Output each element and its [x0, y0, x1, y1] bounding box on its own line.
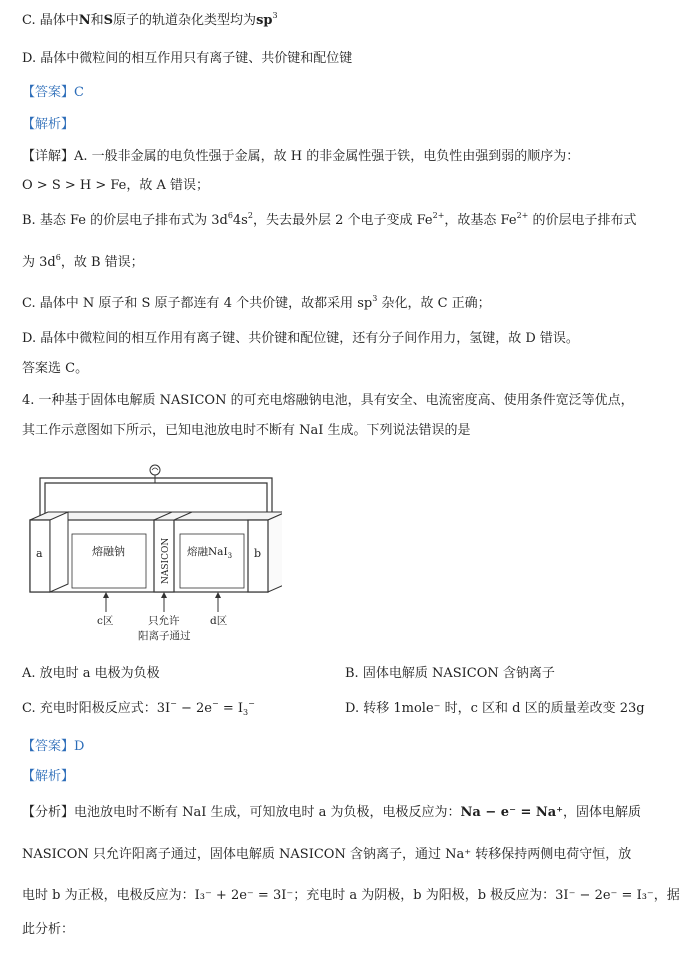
option-d: D. 转移 1mole⁻ 时，c 区和 d 区的质量差改变 23g [345, 701, 645, 716]
explanation-c: C. 晶体中 N 原子和 S 原子都连有 4 个共价键，故都采用 $sp^3$ 杂化，故 C 正确； [22, 294, 491, 311]
label-cation-note-2: 阳离子通过 [138, 630, 191, 642]
answer-label-1: 【答案】C [22, 85, 84, 100]
electrode-a-side [50, 512, 68, 592]
label-a: a [36, 547, 43, 560]
explanation-d: D. 晶体中微粒间的相互作用有离子键、共价键和配位键，还有分子间作用力，氢键，故 D 错误。 [22, 331, 579, 346]
option-b: B. 固体电解质 NASICON 含钠离子 [345, 666, 555, 681]
analysis-label-2: 【解析】 [22, 769, 75, 784]
answer-choice-c: 答案选 C。 [22, 361, 89, 376]
battery-diagram [22, 462, 282, 647]
label-cation-note-1: 只允许 [148, 615, 180, 627]
arrow-nasicon-head [161, 592, 167, 598]
option-c: C. 充电时阳极反应式：$3I^- - 2e^- = I_3^-$ [22, 699, 255, 717]
label-nasicon: NASICON [161, 537, 171, 584]
label-molten-na: 熔融钠 [92, 545, 125, 558]
analysis-para-4: 此分析： [22, 922, 75, 937]
explanation-a-cont: O > S > H > Fe，故 A 错误； [22, 178, 210, 193]
label-zone-d: d区 [210, 615, 228, 627]
analysis-label-1: 【解析】 [22, 117, 75, 132]
label-b: b [254, 547, 262, 560]
explanation-b-cont: 为 $3d^6$，故 B 错误； [22, 253, 144, 270]
battery-diagram-svg [22, 462, 282, 647]
arrow-c-head [103, 592, 109, 598]
tank-side [268, 512, 282, 592]
option-a: A. 放电时 a 电极为负极 [22, 666, 160, 681]
analysis-para-3: 电时 b 为正极，电极反应为：I₃⁻ + 2e⁻ = 3I⁻；充电时 a 为阴极，b 为阳极，b 极反应为：3I⁻ − 2e⁻ = I₃⁻，据 [22, 888, 680, 903]
label-molten-nai: 熔融NaI$_3$ [187, 546, 233, 560]
label-zone-c: c区 [97, 615, 114, 627]
question-4-stem-2: 其工作示意图如下所示，已知电池放电时不断有 NaI 生成。下列说法错误的是 [22, 423, 471, 438]
arrow-d-head [215, 592, 221, 598]
question-4-stem-1: 4. 一种基于固体电解质 NASICON 的可充电熔融钠电池，具有安全、电流密度高、使用条件宽泛等优点， [22, 393, 634, 408]
bulb-icon [150, 465, 160, 475]
explanation-b: B. 基态 Fe 的价层电子排布式为 $3d^64s^2$，失去最外层 2 个电子变成 $Fe^{2+}$，故基态 $Fe^{2+}$ 的价层电子排布式 [22, 211, 637, 228]
option-c-text-1: C. 晶体中N和S原子的轨道杂化类型均为$sp^3$ [22, 11, 278, 28]
analysis-para-2: NASICON 只允许阳离子通过，固体电解质 NASICON 含钠离子，通过 Na⁺ 转移保持两侧电荷守恒，放 [22, 847, 632, 862]
answer-label-2: 【答案】D [22, 739, 85, 754]
analysis-para-1: 【分析】电池放电时不断有 NaI 生成，可知放电时 a 为负极，电极反应为：Na − e⁻ = Na⁺，固体电解质 [22, 805, 642, 820]
option-d-text-1: D. 晶体中微粒间的相互作用只有离子键、共价键和配位键 [22, 51, 353, 66]
explanation-a: 【详解】A. 一般非金属的电负性强于金属，故 H 的非金属性强于铁，电负性由强到弱的顺序为： [22, 149, 580, 164]
